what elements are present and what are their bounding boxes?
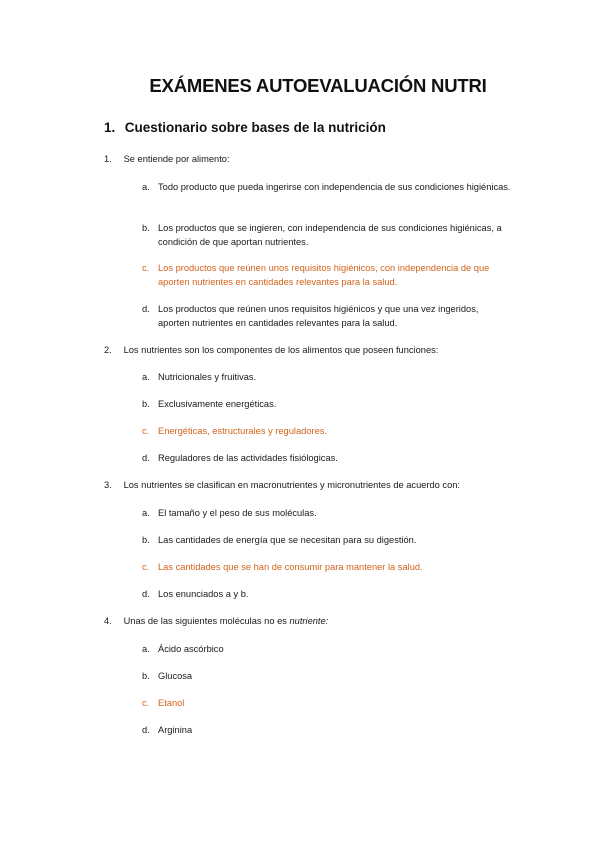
option-text: Nutricionales y fruitivas. xyxy=(158,372,257,382)
option-text: El tamaño y el peso de sus moléculas. xyxy=(158,508,317,518)
option-1b xyxy=(142,222,512,249)
option-text: Exclusivamente energéticas. xyxy=(158,399,277,409)
option-2a xyxy=(142,371,512,385)
question-text: Los nutrientes se clasifican en macronutrientes y micronutrientes de acuerdo con: xyxy=(123,480,461,490)
option-3a xyxy=(142,507,512,521)
option-letter: a. xyxy=(142,372,150,382)
question-2 xyxy=(104,345,438,355)
question-number: 3. xyxy=(104,480,112,490)
option-3d xyxy=(142,588,512,602)
option-4a xyxy=(142,643,512,657)
option-1a xyxy=(142,181,512,195)
option-text: Todo producto que pueda ingerirse con independencia de sus condiciones higiénicas. xyxy=(158,182,511,192)
option-letter: a. xyxy=(142,644,150,654)
question-text-italic: nutriente: xyxy=(289,616,329,626)
option-letter: b. xyxy=(142,671,150,681)
option-1c-correct xyxy=(142,262,512,289)
question-number: 4. xyxy=(104,616,112,626)
option-4d xyxy=(142,724,512,738)
option-text: Energéticas, estructurales y reguladores. xyxy=(158,426,327,436)
option-letter: d. xyxy=(142,589,150,599)
option-letter: b. xyxy=(142,535,150,545)
section-heading-text: Cuestionario sobre bases de la nutrición xyxy=(124,120,386,135)
option-letter: b. xyxy=(142,223,150,233)
option-letter: c. xyxy=(142,562,150,572)
section-heading xyxy=(104,120,386,135)
option-letter: c. xyxy=(142,263,150,273)
option-text: Etanol xyxy=(158,698,185,708)
question-text: Unas de las siguientes moléculas no es xyxy=(123,616,290,626)
option-letter: b. xyxy=(142,399,150,409)
option-letter: d. xyxy=(142,453,150,463)
option-text: Ácido ascórbico xyxy=(158,644,224,654)
option-4b xyxy=(142,670,512,684)
option-2c-correct xyxy=(142,425,512,439)
option-text: Los productos que reúnen unos requisitos higiénicos y que una vez ingeridos, aporten nutrientes en cantidades relevantes para la salud. xyxy=(158,304,479,328)
question-1 xyxy=(104,154,230,164)
question-number: 2. xyxy=(104,345,112,355)
option-text: Los productos que se ingieren, con independencia de sus condiciones higiénicas, a condición de que aportan nutrientes. xyxy=(158,223,502,247)
question-text: Se entiende por alimento: xyxy=(123,154,230,164)
option-2b xyxy=(142,398,512,412)
option-2d xyxy=(142,452,512,466)
option-letter: d. xyxy=(142,725,150,735)
question-4 xyxy=(104,616,328,626)
question-text: Los nutrientes son los componentes de los alimentos que poseen funciones: xyxy=(123,345,439,355)
option-letter: c. xyxy=(142,698,150,708)
option-letter: a. xyxy=(142,508,150,518)
option-text: Las cantidades de energía que se necesitan para su digestión. xyxy=(158,535,417,545)
question-3 xyxy=(104,480,460,490)
option-text: Los enunciados a y b. xyxy=(158,589,249,599)
option-letter: a. xyxy=(142,182,150,192)
option-letter: d. xyxy=(142,304,150,314)
section-number: 1. xyxy=(104,120,116,135)
option-letter: c. xyxy=(142,426,150,436)
option-text: Arginina xyxy=(158,725,193,735)
option-3b xyxy=(142,534,512,548)
option-1d xyxy=(142,303,512,330)
option-text: Glucosa xyxy=(158,671,193,681)
document-title: EXÁMENES AUTOEVALUACIÓN NUTRI xyxy=(149,75,487,96)
option-4c-correct xyxy=(142,697,512,711)
option-3c-correct xyxy=(142,561,512,575)
question-number: 1. xyxy=(104,154,112,164)
option-text: Las cantidades que se han de consumir para mantener la salud. xyxy=(158,562,423,572)
option-text: Reguladores de las actividades fisiólogicas. xyxy=(158,453,338,463)
option-text: Los productos que reúnen unos requisitos higiénicos, con independencia de que aporten nutrientes en cantidades relevantes para la salud. xyxy=(158,263,490,287)
